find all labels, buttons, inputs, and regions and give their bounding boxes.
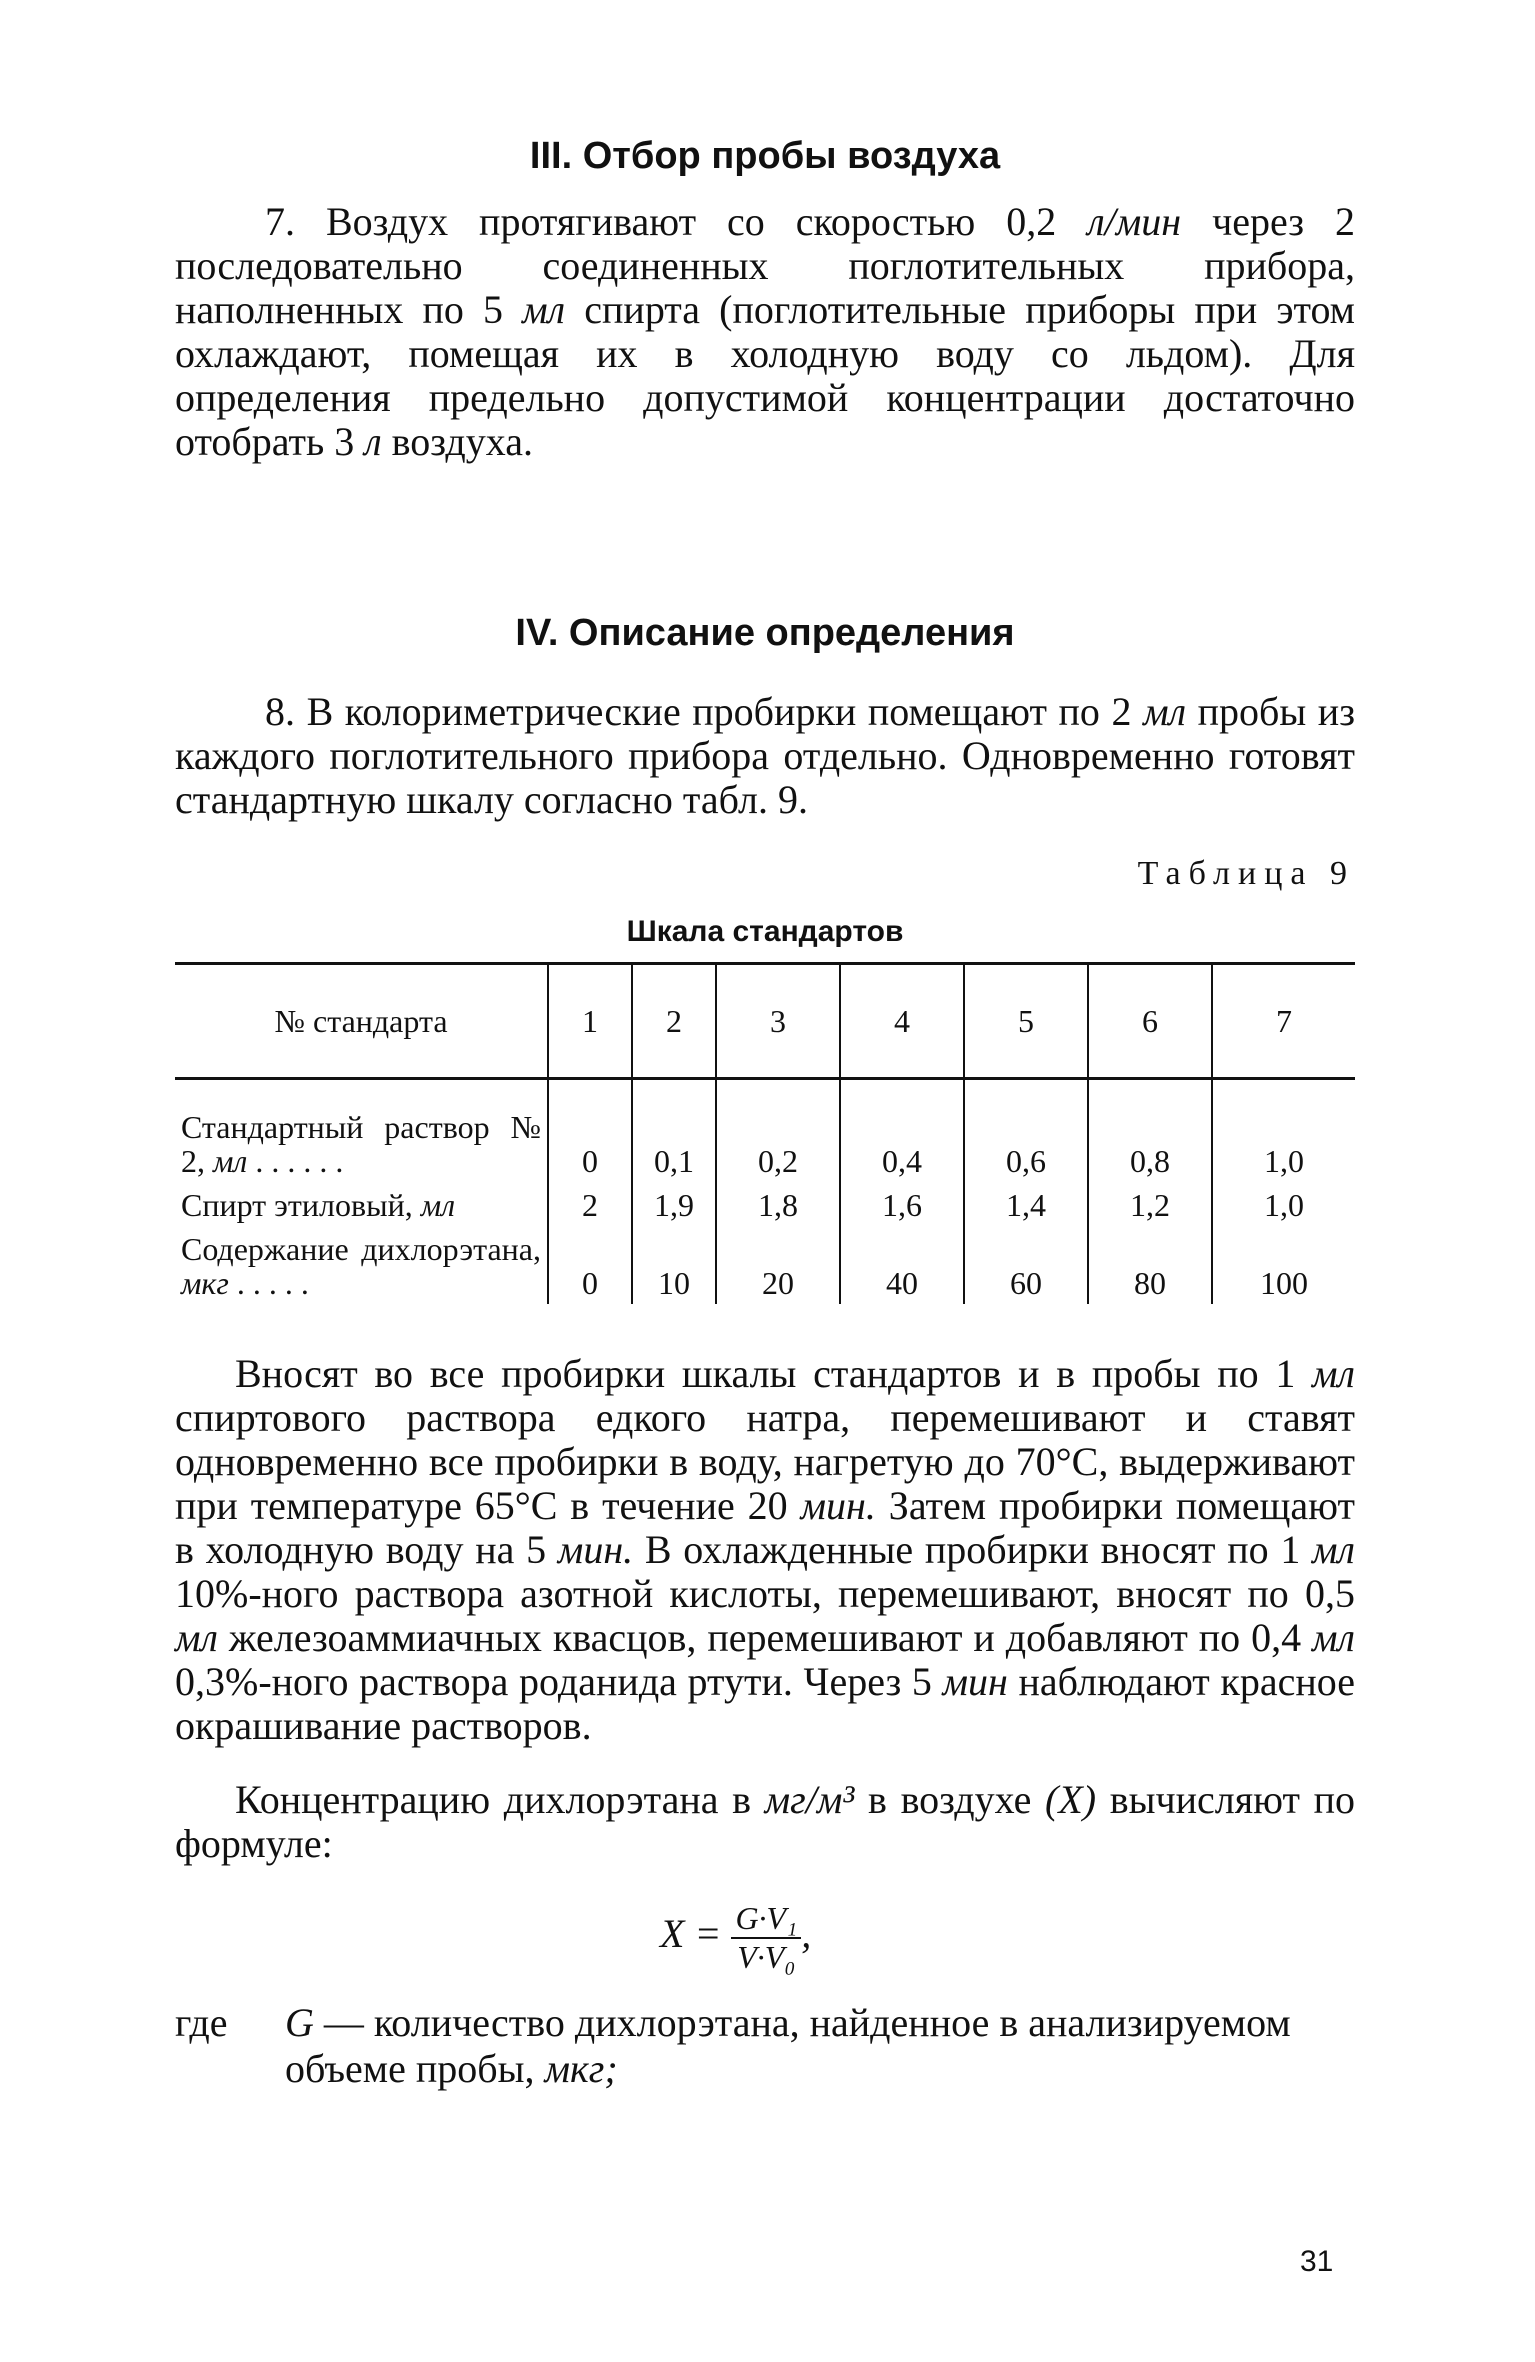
header-cell: 4	[840, 964, 964, 1079]
header-cell: 2	[632, 964, 716, 1079]
table-row	[175, 1226, 1355, 1304]
table-cell: 1,9	[632, 1182, 716, 1226]
formula	[660, 1900, 811, 1976]
table-cell: 1,6	[840, 1182, 964, 1226]
table-cell: 1,8	[716, 1182, 840, 1226]
table-header-row	[175, 964, 1355, 1079]
header-cell: 5	[964, 964, 1088, 1079]
header-cell: 1	[548, 964, 632, 1079]
table-row	[175, 1079, 1355, 1183]
table-cell: 0,8	[1088, 1079, 1212, 1183]
paragraph-procedure: Вносят во все пробирки шкалы стандартов и в пробы по 1 мл спиртового раствора едкого натра, перемешивают и ставят одновременно все пробирки в воду, нагретую до 70°C, выдерживают при температуре 65°C в течение 20 мин. Затем пробирки помещают в холодную воду на 5 мин. В охлажденные пробирки вносят по 1 мл 10%-ного раствора азотной кислоты, перемешивают, вносят по 0,5 мл железоаммиачных квасцов, перемешивают и добавляют по 0,4 мл 0,3%-ного раствора роданида ртути. Через 5 мин наблюдают красное окрашивание растворов.	[175, 1351, 1355, 1748]
section-3-heading: III. Отбор пробы воздуха	[529, 135, 1001, 177]
paragraph-7: 7. Воздух протягивают со скоростью 0,2 л/мин через 2 последовательно соединенных поглотительных прибора, наполненных по 5 мл спирта (поглотительные приборы при этом охлаждают, помещая их в холодную воду со льдом). Для определения предельно допустимой концентрации достаточно отобрать 3 л воздуха.	[175, 199, 1355, 464]
where-definition: G — количество дихлорэтана, найденное в анализируемом объеме пробы, мкг;	[285, 2000, 1291, 2091]
table-cell: 80	[1088, 1226, 1212, 1304]
standards-table	[175, 962, 1355, 1304]
table-cell: 0	[548, 1226, 632, 1304]
paragraph-concentration: Концентрацию дихлорэтана в мг/м³ в воздухе (X) вычисляют по формуле:	[175, 1777, 1356, 1866]
table-cell: 0,2	[716, 1079, 840, 1183]
where-label: где	[175, 2000, 228, 2045]
formula-tail: ,	[801, 1911, 812, 1957]
table-cell: 100	[1212, 1226, 1355, 1304]
table-cell: 20	[716, 1226, 840, 1304]
formula-fraction	[731, 1900, 801, 1976]
table-cell: 0,4	[840, 1079, 964, 1183]
table-cell: 2	[548, 1182, 632, 1226]
table-cell: 1,0	[1212, 1182, 1355, 1226]
table-cell: 0	[548, 1079, 632, 1183]
header-cell: 3	[716, 964, 840, 1079]
formula-lhs: X =	[660, 1911, 722, 1957]
header-cell: 6	[1088, 964, 1212, 1079]
header-cell: 7	[1212, 964, 1355, 1079]
table-cell: 10	[632, 1226, 716, 1304]
row-label: Спирт этиловый, мл	[181, 1187, 456, 1223]
section-4-heading: IV. Описание определения	[515, 612, 1015, 654]
table-cell: 1,2	[1088, 1182, 1212, 1226]
formula-denominator: V·V₀	[737, 1939, 796, 1975]
page-number: 31	[1300, 2245, 1334, 2278]
table-cell: 0,1	[632, 1079, 716, 1183]
header-cell: № стандарта	[175, 964, 548, 1079]
formula-numerator: G·V₁	[731, 1900, 801, 1939]
row-label: Содержание дихлорэтана, мкг . . . . .	[181, 1231, 541, 1301]
row-label: Стандартный раствор № 2, мл . . . . . .	[181, 1109, 541, 1179]
table-cell: 0,6	[964, 1079, 1088, 1183]
table-label: Таблица 9	[1137, 855, 1355, 892]
table-cell: 40	[840, 1226, 964, 1304]
table-cell: 1,4	[964, 1182, 1088, 1226]
table-title: Шкала стандартов	[626, 915, 904, 948]
table-cell: 60	[964, 1226, 1088, 1304]
paragraph-8: 8. В колориметрические пробирки помещают по 2 мл пробы из каждого поглотительного прибора отдельно. Одновременно готовят стандартную шкалу согласно табл. 9.	[175, 689, 1356, 822]
table-cell: 1,0	[1212, 1079, 1355, 1183]
table-row	[175, 1182, 1355, 1226]
